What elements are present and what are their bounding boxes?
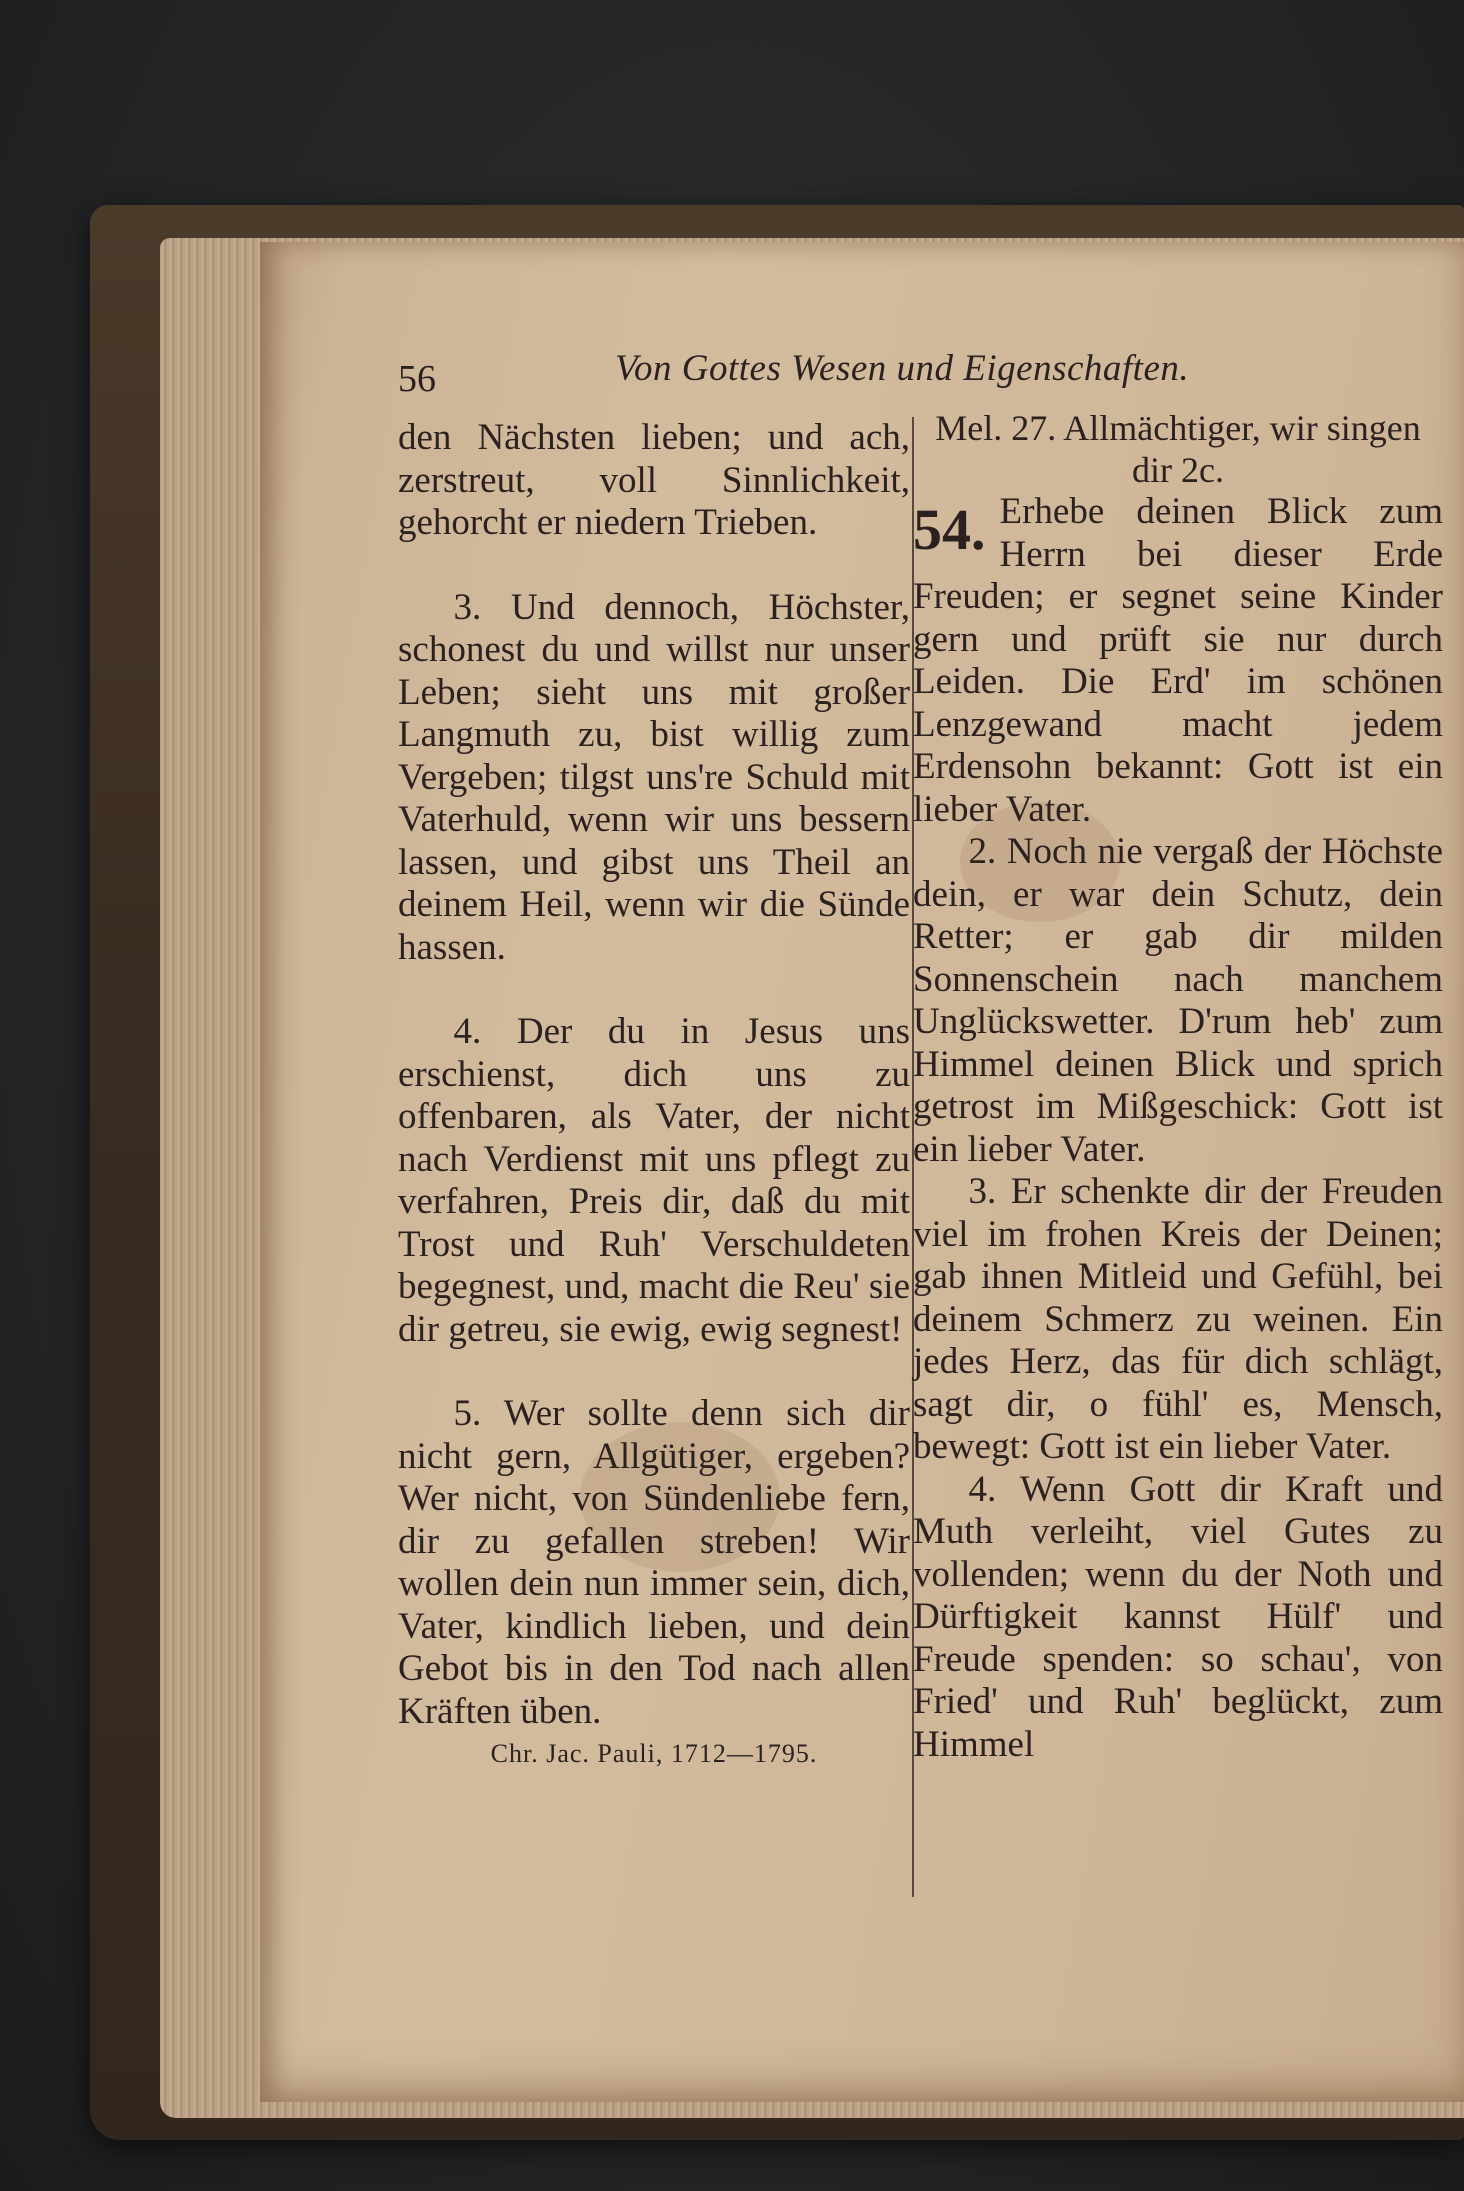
- hymn-author: Chr. Jac. Pauli, 1712—1795.: [490, 1739, 818, 1768]
- right-column: [913, 407, 1443, 1766]
- stanza-2: 2. Noch nie vergaß der Höchste dein, er war dein Schutz, dein Retter; er gab dir milden Sonnenschein nach manchem Unglückswetter. D'rum heb' zum Himmel deinen Blick und sprich getrost im Mißgeschick: Gott ist ein lieber Vater.: [913, 831, 1443, 1170]
- left-column: [398, 417, 910, 1776]
- melody-line: Mel. 27. Allmächtiger, wir singen dir 2c.: [935, 408, 1421, 490]
- hymn-number: 54.: [913, 497, 986, 562]
- first-stanza-text: Erhebe deinen Blick zum Herrn bei dieser Erde Freuden; er segnet seine Kinder gern und prüft sie nur durch Leiden. Die Erd' im schönen Lenzgewand macht jedem Erdensohn bekannt: Gott ist ein lieber Vater.: [913, 491, 1443, 830]
- stanza-4: 4. Der du in Jesus uns erschienst, dich uns zu offenbaren, als Vater, der nicht nach Verdienst mit uns pflegt zu verfahren, Preis dir, daß du mit Trost und Ruh' Verschuldeten begegnest, und, macht die Reu' sie dir getreu, sie ewig, ewig segnest!: [398, 1011, 910, 1350]
- stanza-3-right: 3. Er schenkte dir der Freuden viel im frohen Kreis der Deinen; gab ihnen Mitleid und Gefühl, bei deinem Schmerz zu weinen. Ein jedes Herz, das für dich schlägt, sagt dir, o fühl' es, Mensch, bewegt: Gott ist ein lieber Vater.: [913, 1171, 1443, 1467]
- stanza-4-right: 4. Wenn Gott dir Kraft und Muth verleiht, viel Gutes zu vollenden; wenn du der Noth und Dürftigkeit kannst Hülf' und Freude spenden: so schau', von Fried' und Ruh' beglückt, zum Himmel: [913, 1468, 1443, 1765]
- stanza-continuation: den Nächsten lieben; und ach, zerstreut, voll Sinnlichkeit, gehorcht er niedern Trieben.: [398, 417, 910, 543]
- hymn-first-stanza: [913, 491, 1443, 831]
- page-number: 56: [398, 358, 436, 400]
- stanza-3: 3. Und dennoch, Höchster, schonest du und willst nur unser Leben; sieht uns mit großer Langmuth zu, bist willig zum Vergeben; tilgst uns're Schuld mit Vaterhuld, wenn wir uns bessern lassen, und gibst uns Theil an deinem Heil, wenn wir die Sünde hassen.: [398, 586, 910, 968]
- running-head: Von Gottes Wesen und Eigenschaften.: [615, 348, 1190, 389]
- stanza-5: 5. Wer sollte denn sich dir nicht gern, Allgütiger, ergeben? Wer nicht, von Sündenliebe fern, dir zu gefallen streben! Wir wollen dein nun immer sein, dich, Vater, kindlich lieben, und dein Gebot bis in den Tod nach allen Kräften üben.: [398, 1393, 910, 1732]
- book-page: [260, 242, 1464, 2102]
